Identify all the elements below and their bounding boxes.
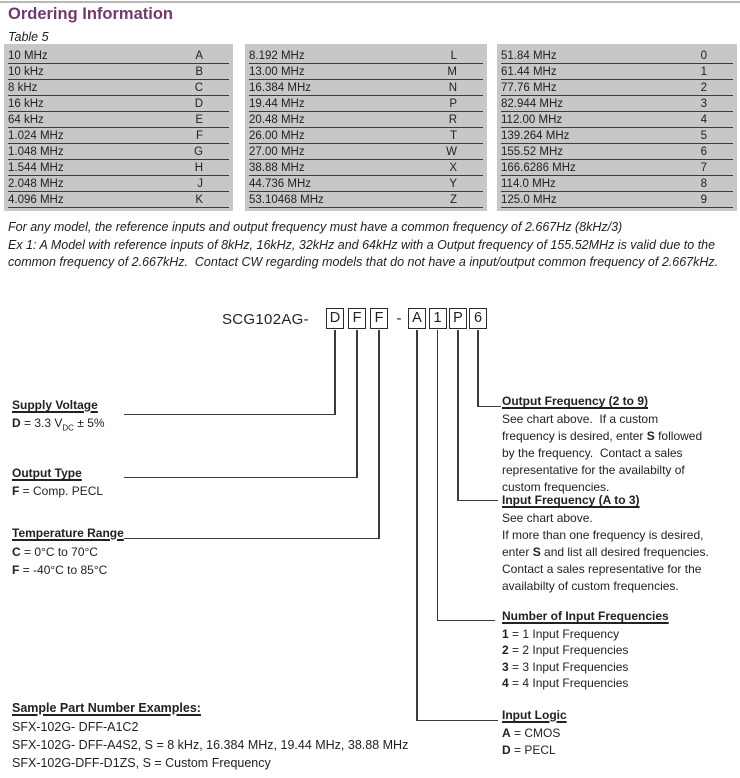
frequency-label: 53.10468 MHz [249,194,324,206]
frequency-label: 20.48 MHz [249,114,305,126]
frequency-code: H [194,162,203,174]
frequency-label: 16 kHz [8,98,44,110]
callout-line: A = CMOS [502,726,561,740]
table-row [501,48,733,64]
frequency-label: 139.264 MHz [501,130,570,142]
callout-line: custom frequencies. [502,480,610,494]
frequency-code: D [194,98,203,110]
connector-line [124,538,380,540]
callout-heading: Supply Voltage [12,398,98,412]
frequency-label: 44.736 MHz [249,178,312,190]
table-row [501,192,733,208]
connector-line [124,477,358,479]
callout-heading: Sample Part Number Examples: [12,701,201,715]
callout-supply-voltage [12,398,105,436]
frequency-label: 1.544 MHz [8,162,64,174]
frequency-code: F [195,130,203,142]
table-row [249,96,483,112]
note-line: For any model, the reference inputs and output frequency must have a common frequency of 2.667Hz (8kHz/3) [8,220,623,234]
callout-line: D = 3.3 $V_{DC} \pm 5\%$ [12,416,105,433]
connector-line [334,330,336,415]
table-row [8,112,229,128]
table-row [501,144,733,160]
callout-line: C = 0°C to 70°C [12,545,98,559]
table-row [501,176,733,192]
frequency-code: W [446,146,457,158]
table-row [249,112,483,128]
table-row [249,192,483,208]
connector-line [477,406,501,408]
callout-heading: Temperature Range [12,526,124,540]
callout-input-logic [502,708,567,759]
frequency-label: 16.384 MHz [249,82,312,94]
connector-line [416,330,418,721]
frequency-table-column-2 [245,44,487,211]
connector-line [124,414,336,416]
frequency-code: X [449,162,457,174]
callout-line: representative for the availabilty of [502,463,685,477]
frequency-code: 8 [700,178,707,190]
sample-part-number-line: SFX-102G- DFF-A4S2, S = 8 kHz, 16.384 MHz, 19.44 MHz, 38.88 MHz [12,738,409,753]
table-row [249,128,483,144]
frequency-label: 114.0 MHz [501,178,556,190]
table-row [8,160,229,176]
table-caption: Table 5 [8,30,49,44]
frequency-code: 2 [700,82,707,94]
table-row [8,96,229,112]
callout-output-frequency [502,394,702,496]
callout-line: F = Comp. PECL [12,484,104,498]
table-row [501,160,733,176]
connector-line [378,330,380,539]
connector-line [437,330,439,621]
part-code-box-temp-range: F [370,308,388,329]
frequency-table-column-1 [4,44,233,211]
frequency-code: 6 [700,146,707,158]
part-code-box-output-type: F [348,308,366,329]
table-row [8,144,229,160]
frequency-label: 125.0 MHz [501,194,557,206]
table-row [8,176,229,192]
note-line: common frequency of 2.667kHz. Contact CW regarding models that do not have a input/output common frequency of 2.667kHz. [8,255,719,269]
table-row [249,160,483,176]
frequency-code: Y [449,178,457,190]
frequency-label: 10 kHz [8,66,44,78]
frequency-code: G [194,146,203,158]
table-row [501,96,733,112]
frequency-label: 38.88 MHz [249,162,305,174]
callout-line: availabilty of custom frequencies. [502,579,679,593]
frequency-code: J [197,178,203,190]
table-row [501,128,733,144]
table-row [501,112,733,128]
frequency-code: L [450,50,457,62]
table-row [249,144,483,160]
callout-heading: Input Logic [502,708,567,722]
callout-line: enter S and list all desired frequencies. [502,545,709,559]
connector-line [457,330,459,501]
table-row [8,80,229,96]
frequency-code: N [448,82,457,94]
frequency-label: 1.048 MHz [8,146,64,158]
callout-line: D = PECL [502,743,556,757]
frequency-label: 8.192 MHz [249,50,305,62]
table-row [249,176,483,192]
part-code-box-input-frequency: P [449,308,467,329]
frequency-code: 1 [700,66,707,78]
callout-line: See chart above. [502,511,593,525]
connector-line [457,500,498,502]
frequency-label: 112.00 MHz [501,114,563,126]
callout-input-frequency [502,493,709,595]
part-code-box-num-input-freq: 1 [429,308,447,329]
frequency-label: 19.44 MHz [249,98,305,110]
table-row [8,128,229,144]
frequency-code: T [449,130,457,142]
frequency-label: 27.00 MHz [249,146,305,158]
table-row [501,64,733,80]
table-row [249,48,483,64]
frequency-notes [8,219,718,272]
frequency-label: 155.52 MHz [501,146,564,158]
frequency-label: 166.6286 MHz [501,162,576,174]
frequency-label: 64 kHz [8,114,44,126]
table-row [249,64,483,80]
frequency-code: R [448,114,457,126]
frequency-label: 4.096 MHz [8,194,64,206]
frequency-code: 7 [700,162,707,174]
connector-line [356,330,358,478]
callout-line: If more than one frequency is desired, [502,528,704,542]
frequency-label: 77.76 MHz [501,82,557,94]
frequency-label: 51.84 MHz [501,50,557,62]
callout-line: 1 = 1 Input Frequency [502,627,620,641]
callout-line: See chart above. If a custom [502,412,659,426]
table-row [8,48,229,64]
callout-line: F = -40°C to 85°C [12,563,108,577]
connector-line [477,330,479,407]
frequency-label: 1.024 MHz [8,130,64,142]
frequency-code: 5 [700,130,707,142]
frequency-code: E [195,114,203,126]
frequency-code: B [195,66,203,78]
sample-part-number-line: SFX-102G-DFF-D1ZS, S = Custom Frequency [12,756,271,771]
part-code-box-supply-voltage: D [326,308,344,329]
frequency-label: 61.44 MHz [501,66,557,78]
frequency-label: 26.00 MHz [249,130,305,142]
callout-temperature-range [12,526,124,579]
frequency-code: P [449,98,457,110]
frequency-code: C [194,82,203,94]
callout-line: 3 = 3 Input Frequencies [502,659,629,674]
sample-part-numbers [12,701,408,773]
callout-line: 4 = 4 Input Frequencies [502,675,629,690]
table-row [8,64,229,80]
frequency-code: 3 [700,98,707,110]
frequency-code: 4 [700,114,707,126]
connector-line [416,720,498,722]
part-code-box-input-logic: A [408,308,426,329]
callout-line: Contact a sales representative for the [502,562,702,576]
callout-heading: Output Type [12,466,82,480]
frequency-label: 2.048 MHz [8,178,64,190]
frequency-code: Z [449,194,457,206]
frequency-label: 82.944 MHz [501,98,564,110]
frequency-code: A [195,50,203,62]
table-row [249,80,483,96]
frequency-label: 10 MHz [8,50,48,62]
page-title: Ordering Information [8,5,173,23]
frequency-label: 13.00 MHz [249,66,305,78]
callout-line: 2 = 2 Input Frequencies [502,643,629,658]
part-number-separator: - [396,310,402,327]
frequency-table-column-3 [497,44,737,211]
frequency-code: K [195,194,203,206]
sample-part-number-line: SFX-102G- DFF-A1C2 [12,720,139,734]
callout-output-type [12,466,103,500]
note-line: Ex 1: A Model with reference inputs of 8kHz, 16kHz, 32kHz and 64kHz with a Output frequency of 155.52MHz is valid due to the [8,237,716,252]
part-code-box-output-frequency: 6 [469,308,487,329]
callout-line: frequency is desired, enter S followed [502,429,703,443]
callout-heading: Output Frequency (2 to 9) [502,394,649,408]
callout-heading: Number of Input Frequencies [502,609,669,623]
frequency-label: 8 kHz [8,82,38,94]
table-row [8,192,229,208]
callout-number-of-input-frequencies [502,609,669,691]
frequency-code: 9 [700,194,707,206]
table-row [501,80,733,96]
callout-line: by the frequency. Contact a sales [502,446,683,460]
frequency-code: 0 [700,50,707,62]
connector-line [437,620,496,622]
top-divider [0,1,740,3]
part-number-prefix: SCG102AG- [222,311,309,328]
callout-heading: Input Frequency (A to 3) [502,493,640,507]
frequency-code: M [447,66,457,78]
